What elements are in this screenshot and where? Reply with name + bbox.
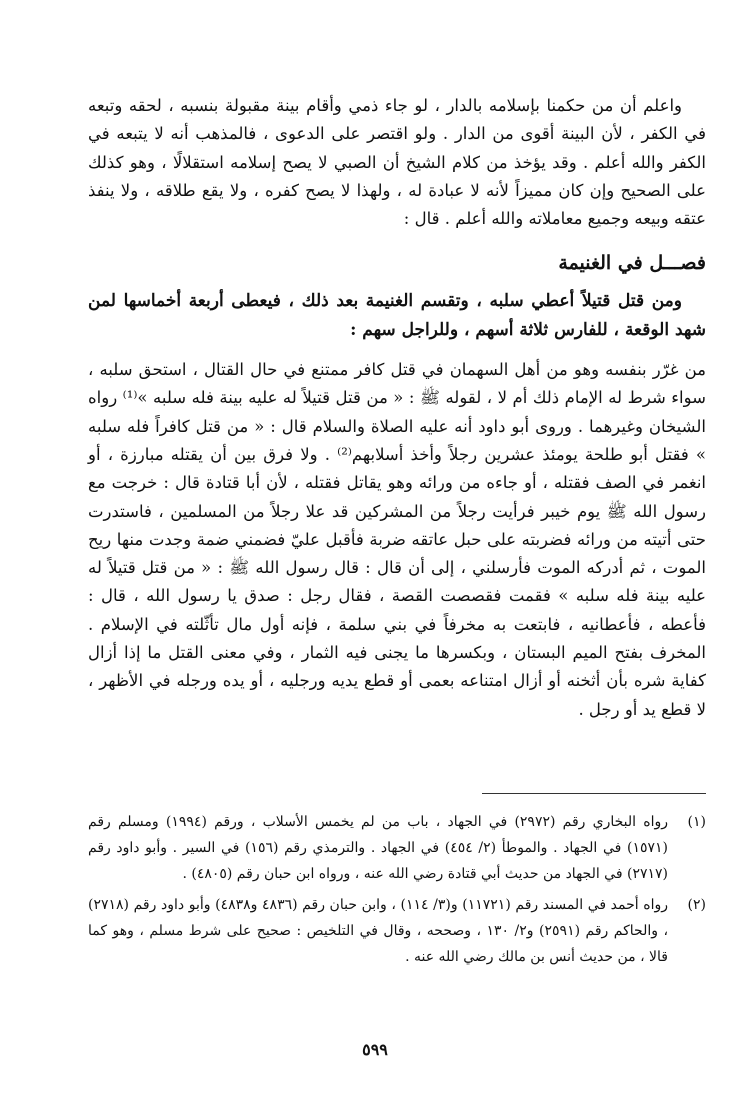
main-text (88, 92, 706, 724)
paragraph-gap (88, 344, 706, 356)
footnote-number: (١) (687, 814, 706, 830)
opening-paragraph: واعلم أن من حكمنا بإسلامه بالدار ، لو جاء ذمي وأقام بينة مقبولة بنسبه ، لحقه وتبعه في الكفر ، لأن البينة أقوى من الدار . ولو اقتصر على الدعوى ، فالمذهب أنه لا يتبعه في الكفر والله أعلم . وقد يؤخذ من كلام الشيخ أن الصبي لا يصح إسلامه استقلالًا ، وهو كذلك على الصحيح وإن كان مميزاً لأنه لا عبادة له ، ولهذا لا يصح كفره ، ولا يقع طلاقه ، ولا ينفذ عتقه وبيعه وجميع معاملاته والله أعلم . قال : (88, 96, 706, 229)
footnote-text: رواه البخاري رقم (٢٩٧٢) في الجهاد ، باب من لم يخمس الأسلاب ، ورقم (١٩٩٤) ومسلم رقم (١٥٧١) في الجهاد . والموطأ (٢/ ٤٥٤) في الجهاد . والترمذي رقم (١٥٦) في السير . وأبو داود رقم (٢٧١٧) في الجهاد من حديث أبي قتادة رضي الله عنه ، ورواه ابن حبان رقم (٤٨٠٥) . (88, 814, 669, 882)
footnote-text: رواه أحمد في المسند رقم (١١٧٢١) و(٣/ ١١٤) ، وابن حبان رقم (٤٨٣٦ و٤٨٣٨) وأبو داود رقم (٢٧١٨) ، والحاكم رقم (٢٥٩١) و٢/ ١٣٠ ، وصححه ، وقال في التلخيص : صحيح على شرط مسلم ، وهو كما قالا ، من حديث أنس بن مالك رضي الله عنه . (88, 897, 669, 965)
commentary-paragraph: من غرّر بنفسه وهو من أهل السهمان في قتل كافر ممتنع في حال القتال ، استحق سلبه ، سواء شرط له الإمام ذلك أم لا ، لقوله ﷺ : « من قتل قتيلاً له عليه بينة فله سلبه »⁽¹⁾ رواه الشيخان وغيرهما . وروى أبو داود أنه عليه الصلاة والسلام قال : « من قتل كافراً فله سلبه » فقتل أبو طلحة يومئذ عشرين رجلاً وأخذ أسلابهم⁽²⁾ . ولا فرق بين أن يقتله مبارزة ، أو انغمر في الصف فقتله ، أو جاءه من ورائه وهو يقاتل فقتله ، لأن أبا قتادة قال : خرجت مع رسول الله ﷺ يوم خيبر فرأيت رجلاً من المشركين قد علا رجلاً من المسلمين ، فاستدرت حتى أتيته من ورائه فضربته على حبل عاتقه ضربة فأقبل عليّ فضمني ضمة وجدت منها ريح الموت ، ثم أدركه الموت فأرسلني ، إلى أن قال : قال رسول الله ﷺ : « من قتل قتيلاً له عليه بينة فله سلبه » فقمت فقصصت القصة ، فقال رجل : صدق يا رسول الله ، قال : فأعطه ، فأعطانيه ، فابتعت به مخرفاً في بني سلمة ، فإنه أول مال تأثّلته في الإسلام . المخرف بفتح الميم البستان ، وبكسرها ما يجنى فيه الثمار ، وفي معنى القتل ما إذا أزال كفاية شره بأن أثخنه أو أزال امتناعه بعمى أو قطع يديه ورجليه ، أو يده ورجله في الأظهر ، لا قطع يد أو رجل . (88, 360, 706, 719)
page-number: ٥٩٩ (362, 1040, 388, 1059)
footnotes (88, 810, 706, 977)
ruling-text: ومن قتل قتيلاً أعطي سلبه ، وتقسم الغنيمة بعد ذلك ، فيعطى أربعة أخماسها لمن شهد الوقعة ، للفارس ثلاثة أسهم ، وللراجل سهم : (88, 291, 706, 340)
footnote-number: (٢) (687, 897, 706, 914)
footnote-divider (482, 793, 706, 794)
section-heading: فصـــل في الغنيمة (558, 252, 706, 275)
footnote-1 (88, 810, 706, 887)
footnote-2 (88, 893, 706, 970)
